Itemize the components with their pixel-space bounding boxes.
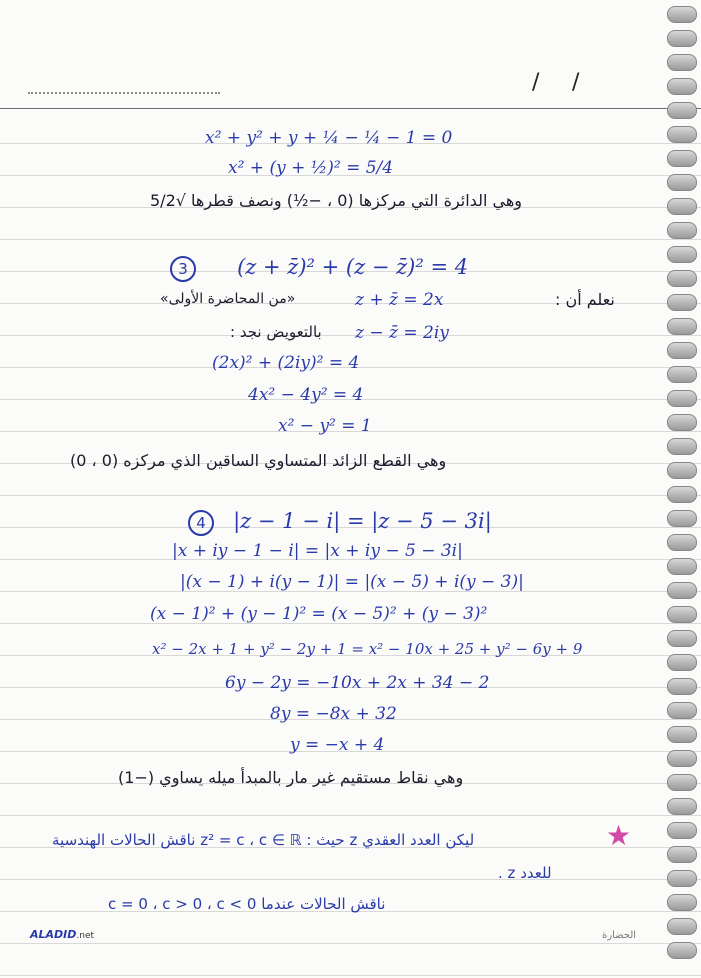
- first-lecture-note: «من المحاضرة الأولى»: [160, 291, 296, 307]
- equation-line-15: x² − 2x + 1 + y² − 2y + 1 = x² − 10x + 25 + y² − 6y + 9: [152, 640, 583, 658]
- hyperbola-conclusion: وهي القطع الزائد المتساوي الساقين الذي مركزه (0 ، 0): [70, 451, 447, 470]
- question-number-3: 3: [170, 256, 196, 282]
- equation-line-18: y = −x + 4: [290, 735, 385, 755]
- header-rule: [0, 108, 701, 109]
- equation-line-13: |(x − 1) + i(y − 1)| = |(x − 5) + i(y − 3)|: [180, 572, 524, 592]
- line-conclusion: وهي نقاط مستقيم غير مار بالمبدأ ميله يساوي (−1): [118, 768, 464, 787]
- equation-line-9: x² − y² = 1: [278, 416, 372, 436]
- question-4-equation: |z − 1 − i| = |z − 5 − 3i|: [233, 509, 492, 533]
- difference-identity: z − z̄ = 2iy: [355, 323, 449, 343]
- equation-line-12: |x + iy − 1 − i| = |x + iy − 5 − 3i|: [172, 541, 463, 561]
- circle-conclusion: وهي الدائرة التي مركزها (0 ، −½) ونصف قطرها √5/2: [150, 191, 522, 210]
- equation-line-16: 6y − 2y = −10x + 2x + 34 − 2: [225, 673, 490, 693]
- header-dotted-line: [28, 92, 220, 94]
- equation-line-7: (2x)² + (2iy)² = 4: [212, 353, 360, 373]
- question-4-header: [188, 510, 492, 536]
- we-know-label: نعلم أن :: [555, 290, 615, 309]
- spiral-binding: [661, 0, 701, 978]
- star-icon: ★: [606, 819, 632, 852]
- date-slash-left: /: [532, 70, 540, 95]
- task-statement-continued: للعدد z .: [498, 864, 552, 882]
- aladid-logo: ALADID.net: [30, 928, 95, 941]
- page-header: [0, 0, 701, 112]
- equation-line-14: (x − 1)² + (y − 1)² = (x − 5)² + (y − 3)²: [150, 604, 488, 624]
- sum-identity: z + z̄ = 2x: [355, 290, 444, 310]
- equation-line-1: x² + y² + y + ¼ − ¼ − 1 = 0: [205, 128, 453, 148]
- substitution-label: بالتعويض نجد :: [230, 323, 322, 341]
- date-slash-right: /: [572, 70, 580, 95]
- site-watermark: الحضارة: [602, 930, 637, 941]
- task-statement: ليكن العدد العقدي z حيث : z² = c ، c ∈ ℝ ناقش الحالات الهندسية: [52, 831, 475, 849]
- equation-line-17: 8y = −8x + 32: [270, 704, 397, 724]
- cases-statement: ناقش الحالات عندما c = 0 ، c > 0 ، c < 0: [108, 895, 386, 913]
- question-3-equation: (z + z̄)² + (z − z̄)² = 4: [237, 255, 469, 279]
- question-number-4: 4: [188, 510, 214, 536]
- question-3-header: [170, 256, 468, 282]
- equation-line-2: x² + (y + ½)² = 5/4: [228, 158, 394, 178]
- equation-line-8: 4x² − 4y² = 4: [248, 385, 364, 405]
